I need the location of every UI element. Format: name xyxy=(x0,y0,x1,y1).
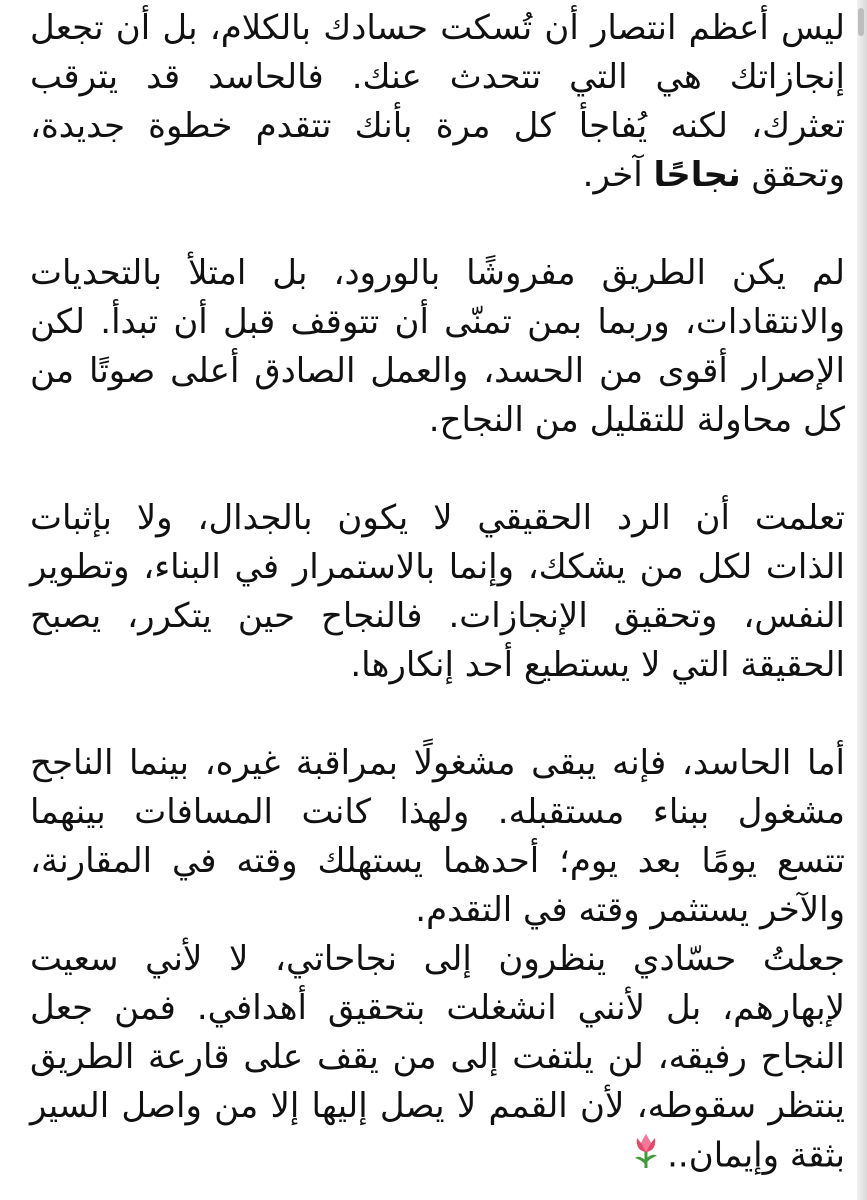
paragraph-2-line-3: الإصرار أقوى من الحسد، والعمل الصادق أعلى صوتًا من xyxy=(30,351,845,391)
paragraph-5-line-5 xyxy=(30,1131,845,1183)
tulip-icon xyxy=(631,1131,661,1183)
paragraph-1-line-1: ليس أعظم انتصار أن تُسكت حسادك بالكلام، بل أن تجعل xyxy=(30,8,845,48)
paragraph-5 xyxy=(30,935,845,1183)
paragraph-3-line-1: تعلمت أن الرد الحقيقي لا يكون بالجدال، ولا بإثبات xyxy=(30,498,845,538)
paragraph-2 xyxy=(30,249,845,445)
paragraph-1-line-4-after: آخر. xyxy=(582,155,643,195)
paragraph-1-line-2: إنجازاتك هي التي تتحدث عنك. فالحاسد قد يترقب xyxy=(30,57,845,97)
scroll-indicator xyxy=(858,8,864,36)
paragraph-1-line-4-before: وتحقق xyxy=(751,155,845,195)
paragraph-1-line-4 xyxy=(30,151,845,200)
paragraph-4-line-2: مشغول ببناء مستقبله. ولهذا كانت المسافات بينهما xyxy=(30,792,845,832)
paragraph-4-line-1: أما الحاسد، فإنه يبقى مشغولًا بمراقبة غيره، بينما الناجح xyxy=(30,743,845,783)
paragraph-5-line-3: النجاح رفيقه، لن يلتفت إلى من يقف على قارعة الطريق xyxy=(30,1037,845,1077)
paragraph-2-line-1: لم يكن الطريق مفروشًا بالورود، بل امتلأ بالتحديات xyxy=(30,253,845,293)
article-text xyxy=(30,4,845,1183)
paragraph-2-line-2: والانتقادات، وربما بمن تمنّى أن تتوقف قبل أن تبدأ. لكن xyxy=(30,302,845,342)
closing-text: بثقة وإيمان.. xyxy=(667,1135,845,1176)
bold-word-success: نجاحًا xyxy=(653,155,741,195)
paragraph-1 xyxy=(30,4,845,200)
paragraph-3 xyxy=(30,494,845,690)
paragraph-4 xyxy=(30,739,845,935)
paragraph-5-line-4: ينتظر سقوطه، لأن القمم لا يصل إليها إلا من واصل السير xyxy=(30,1086,845,1126)
paragraph-1-line-3: تعثرك، لكنه يُفاجأ كل مرة بأنك تتقدم خطوة جديدة، xyxy=(30,106,845,146)
paragraph-3-line-4: الحقيقة التي لا يستطيع أحد إنكارها. xyxy=(350,645,845,685)
paragraph-2-line-4: كل محاولة للتقليل من النجاح. xyxy=(428,400,845,440)
paragraph-5-line-1: جعلتُ حسّادي ينظرون إلى نجاحاتي، لا لأني سعيت xyxy=(30,939,845,979)
paragraph-5-line-2: لإبهارهم، بل لأنني انشغلت بتحقيق أهدافي. فمن جعل xyxy=(30,988,845,1028)
screenshot-right-edge xyxy=(857,0,867,1200)
paragraph-4-line-3: تتسع يومًا بعد يوم؛ أحدهما يستهلك وقته في المقارنة، xyxy=(30,841,845,881)
paragraph-3-line-2: الذات لكل من يشكك، وإنما بالاستمرار في البناء، وتطوير xyxy=(30,547,845,587)
paragraph-4-line-4: والآخر يستثمر وقته في التقدم. xyxy=(415,890,845,930)
paragraph-3-line-3: النفس، وتحقيق الإنجازات. فالنجاح حين يتكرر، يصبح xyxy=(30,596,845,636)
